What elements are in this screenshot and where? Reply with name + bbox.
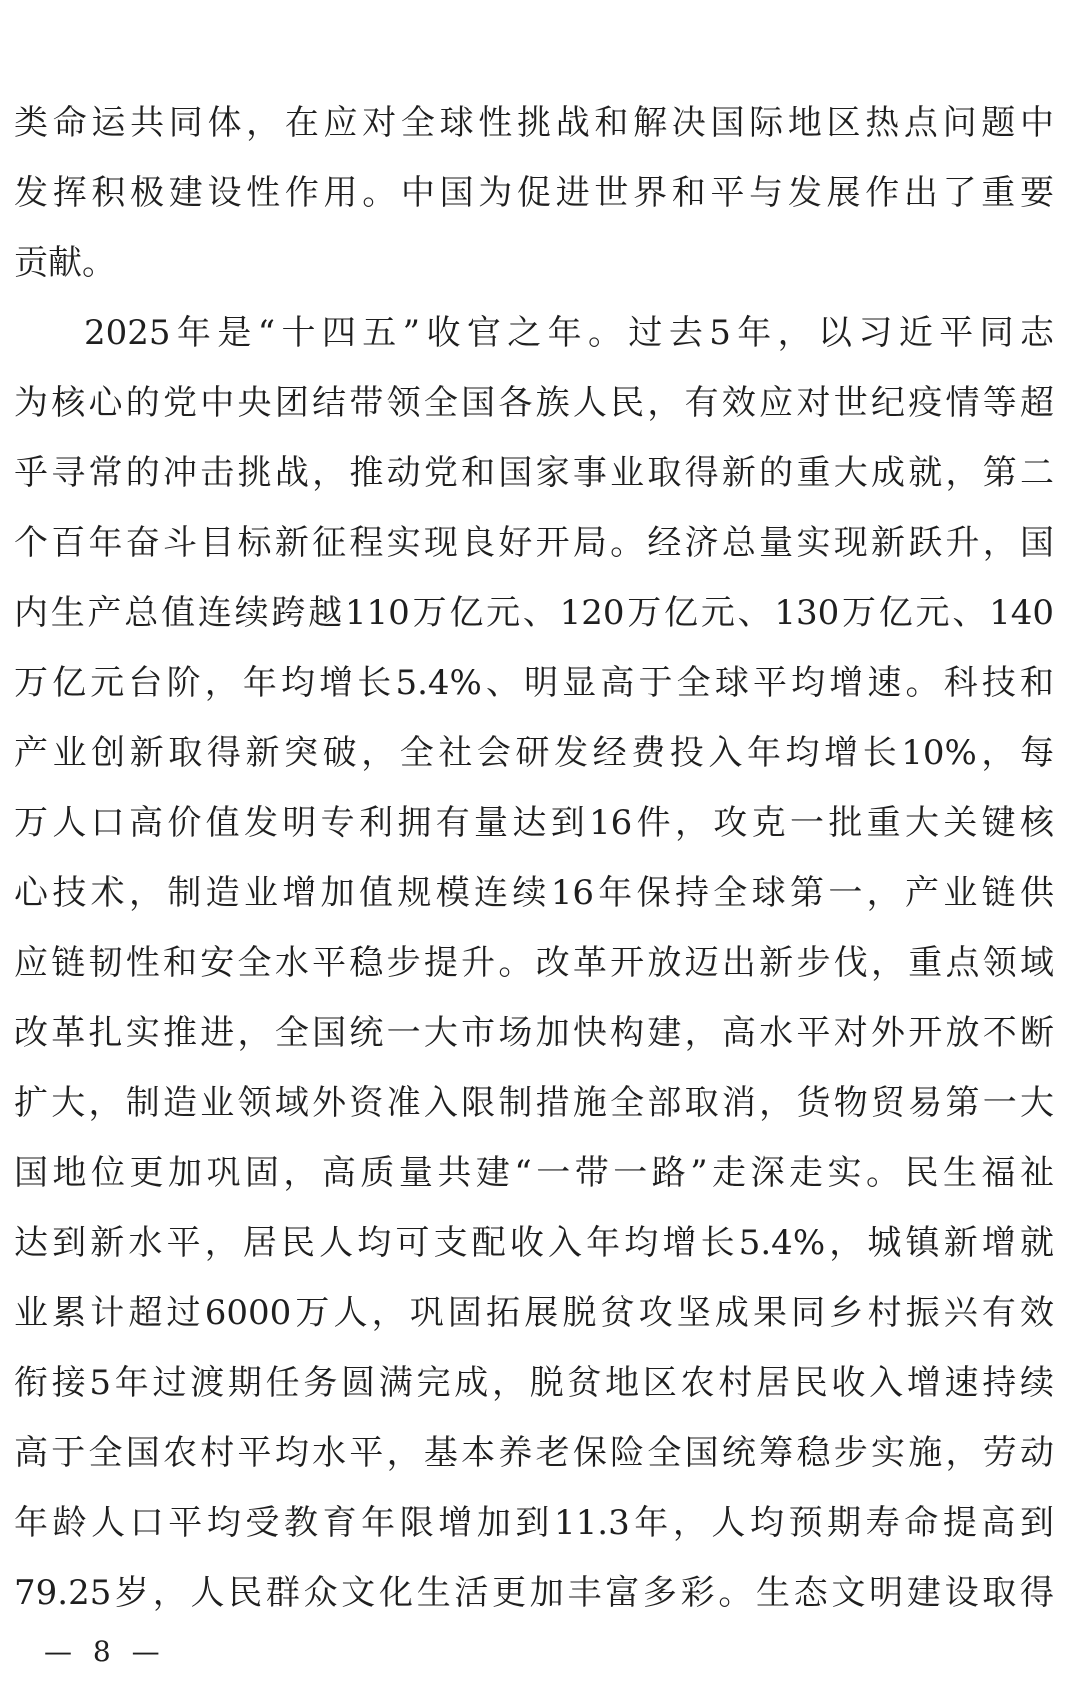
text-line: 业累计超过6000万人，巩固拓展脱贫攻坚成果同乡村振兴有效 [14,1293,1054,1333]
body-text [14,88,1054,1628]
text-line: 国地位更加巩固，高质量共建“一带一路”走深走实。民生福祉 [14,1153,1054,1193]
text-line: 心技术，制造业增加值规模连续16年保持全球第一，产业链供 [14,873,1054,913]
text-line: 乎寻常的冲击挑战，推动党和国家事业取得新的重大成就，第二 [14,453,1054,493]
text-line: 类命运共同体，在应对全球性挑战和解决国际地区热点问题中 [14,103,1054,143]
text-line: 产业创新取得新突破，全社会研发经费投入年均增长10%，每 [14,733,1054,773]
text-line: 达到新水平，居民人均可支配收入年均增长5.4%，城镇新增就 [14,1223,1054,1263]
text-line: 改革扎实推进，全国统一大市场加快构建，高水平对外开放不断 [14,1013,1054,1053]
text-line: 应链韧性和安全水平稳步提升。改革开放迈出新步伐，重点领域 [14,943,1054,983]
text-line: 万人口高价值发明专利拥有量达到16件，攻克一批重大关键核 [14,803,1054,843]
text-line: 扩大，制造业领域外资准入限制措施全部取消，货物贸易第一大 [14,1083,1054,1123]
text-line: 79.25岁，人民群众文化生活更加丰富多彩。生态文明建设取得 [14,1573,1054,1613]
text-line: 2025年是“十四五”收官之年。过去5年，以习近平同志 [84,313,1054,353]
text-line: 贡献。 [14,243,116,283]
text-line: 年龄人口平均受教育年限增加到11.3年，人均预期寿命提高到 [14,1503,1054,1543]
text-line: 为核心的党中央团结带领全国各族人民，有效应对世纪疫情等超 [14,383,1054,423]
text-line: 衔接5年过渡期任务圆满完成，脱贫地区农村居民收入增速持续 [14,1363,1054,1403]
text-line: 万亿元台阶，年均增长5.4%、明显高于全球平均增速。科技和 [14,663,1054,703]
page-number: — 8 — [44,1635,166,1668]
text-line: 个百年奋斗目标新征程实现良好开局。经济总量实现新跃升，国 [14,523,1054,563]
text-line: 发挥积极建设性作用。中国为促进世界和平与发展作出了重要 [14,173,1054,213]
text-line: 高于全国农村平均水平，基本养老保险全国统筹稳步实施，劳动 [14,1433,1054,1473]
text-line: 内生产总值连续跨越110万亿元、120万亿元、130万亿元、140 [14,593,1054,633]
